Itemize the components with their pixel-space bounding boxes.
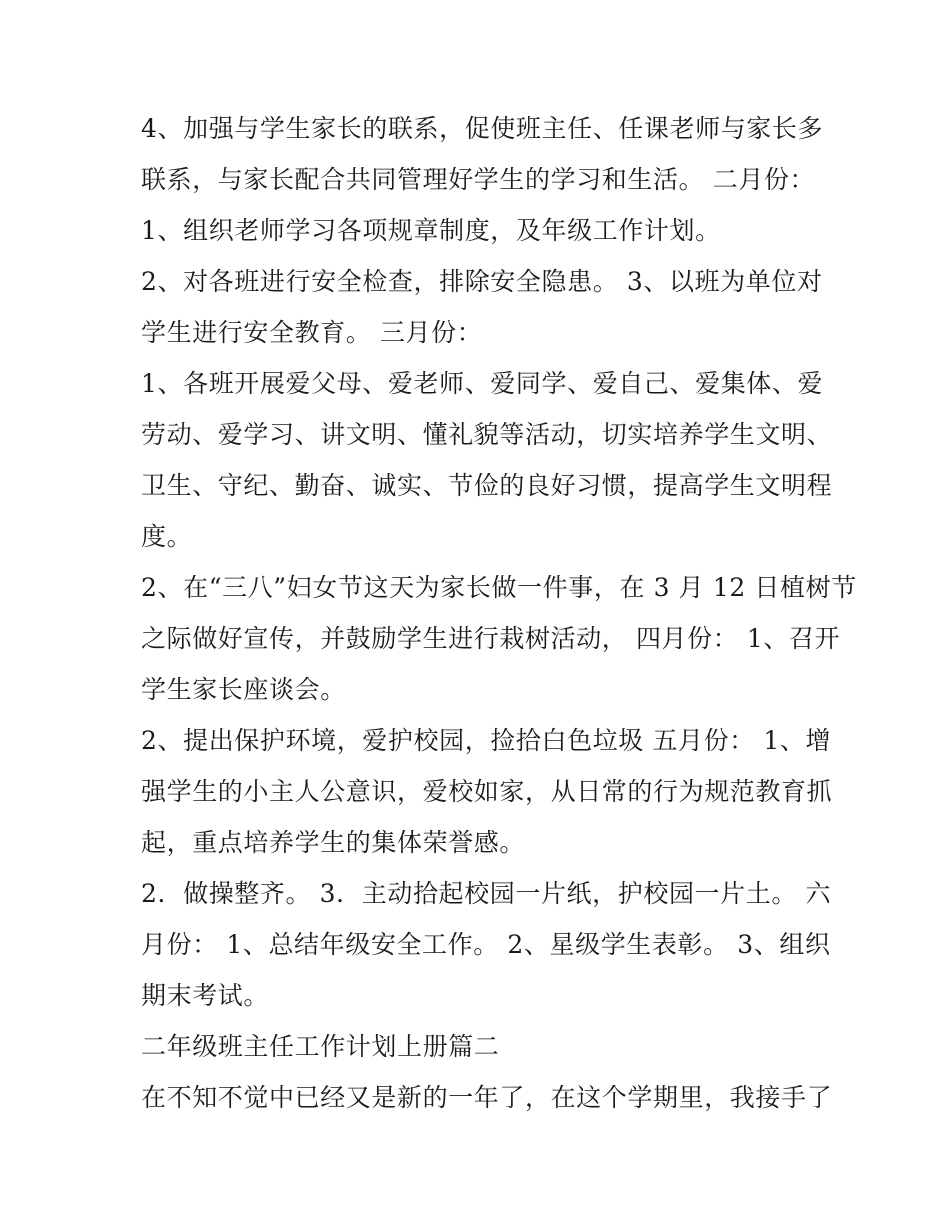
text-line: 期末考试。: [141, 981, 270, 1010]
text-line: 1、各班开展爱父母、爱老师、爱同学、爱自己、爱集体、爱: [141, 369, 824, 398]
text-line: 月份： 1、总结年级安全工作。 2、星级学生表彰。 3、组织: [141, 930, 831, 959]
text-line: 起，重点培养学生的集体荣誉感。: [141, 828, 526, 857]
section-heading: 二年级班主任工作计划上册篇二: [141, 1032, 500, 1061]
text-line: 学生进行安全教育。 三月份：: [141, 318, 483, 347]
text-line: 劳动、爱学习、讲文明、懂礼貌等活动，切实培养学生文明、: [141, 420, 833, 449]
text-line: 度。: [141, 522, 193, 551]
text-line: 强学生的小主人公意识，爱校如家，从日常的行为规范教育抓: [141, 777, 833, 806]
text-line: 学生家长座谈会。: [141, 675, 346, 704]
text-line: 卫生、守纪、勤奋、诚实、节俭的良好习惯，提高学生文明程: [141, 471, 833, 500]
text-line: 2、提出保护环境，爱护校园，捡拾白色垃圾 五月份： 1、增: [141, 726, 832, 755]
text-line: 之际做好宣传，并鼓励学生进行栽树活动， 四月份： 1、召开: [141, 624, 841, 653]
text-line: 2、对各班进行安全检查，排除安全隐患。 3、以班为单位对: [141, 267, 823, 296]
text-line: 在不知不觉中已经又是新的一年了，在这个学期里，我接手了: [141, 1083, 833, 1112]
text-line: 4、加强与学生家长的联系，促使班主任、任课老师与家长多: [141, 114, 824, 143]
text-line: 联系，与家长配合共同管理好学生的学习和生活。 二月份：: [141, 165, 816, 194]
text-line: 2、在“三八”妇女节这天为家长做一件事，在 3 月 12 日植树节: [141, 573, 857, 602]
text-line: 1、组织老师学习各项规章制度，及年级工作计划。: [141, 216, 721, 245]
text-line: 2．做操整齐。 3．主动拾起校园一片纸，护校园一片土。 六: [141, 879, 832, 908]
